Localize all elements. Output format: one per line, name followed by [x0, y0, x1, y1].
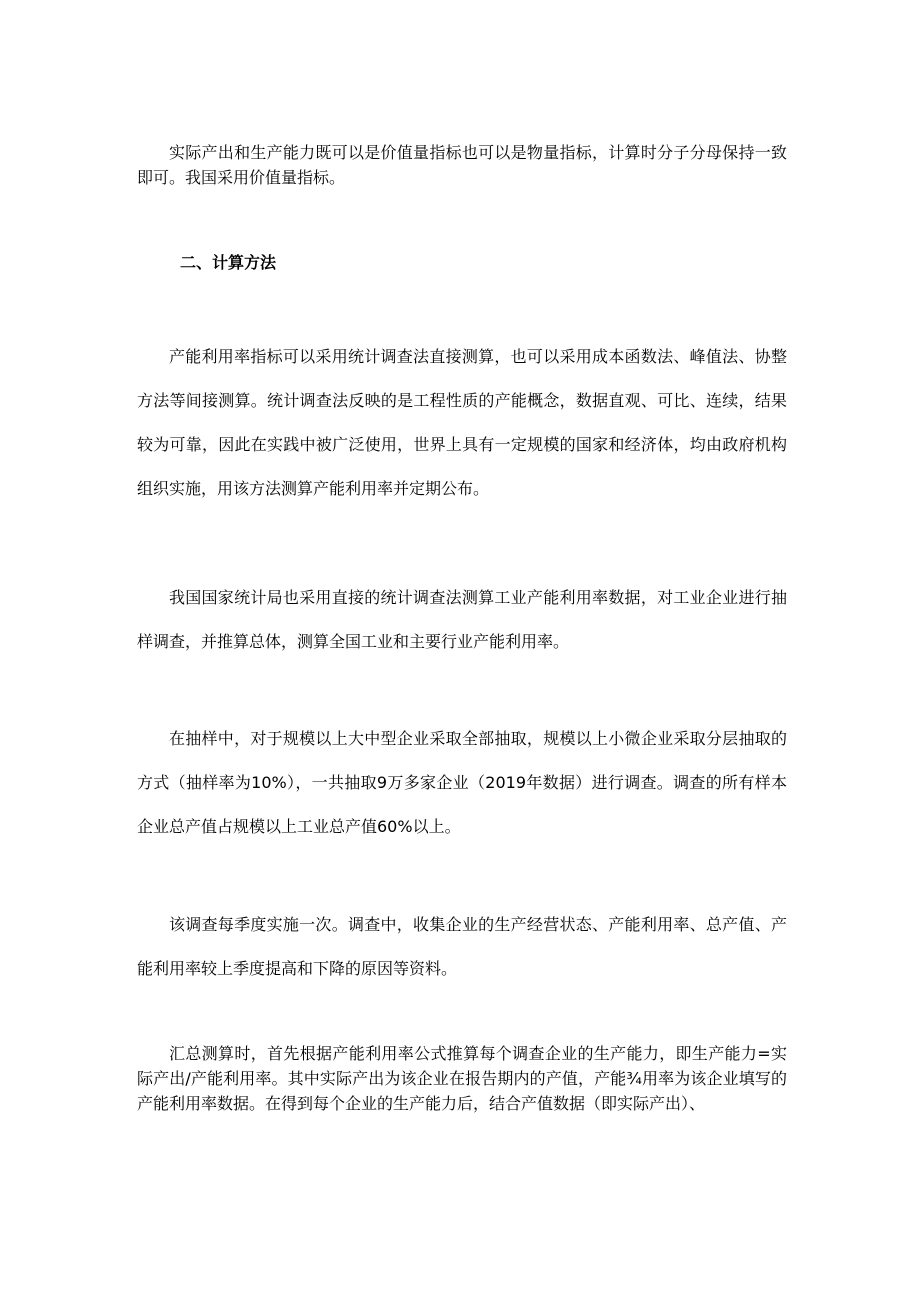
section-heading: 二、计算方法 [180, 253, 277, 272]
paragraph-aggregation: 汇总测算时，首先根据产能利用率公式推算每个调查企业的生产能力，即生产能力=实际产出/产能利用率。其中实际产出为该企业在报告期内的产值，产能¾用率为该企业填写的产能利用率数据。在得到每个企业的生产能力后，结合产值数据（即实际产出）、 [137, 1044, 787, 1113]
paragraph-calculation-methods: 产能利用率指标可以采用统计调查法直接测算，也可以采用成本函数法、峰值法、协整方法等间接测算。统计调查法反映的是工程性质的产能概念，数据直观、可比、连续，结果较为可靠，因此在实践中被广泛使用，世界上具有一定规模的国家和经济体，均由政府机构组织实施，用该方法测算产能利用率并定期公布。 [137, 347, 787, 498]
paragraph-indicator-types: 实际产出和生产能力既可以是价值量指标也可以是物量指标，计算时分子分母保持一致即可。我国采用价值量指标。 [137, 143, 787, 187]
paragraph-sampling: 在抽样中，对于规模以上大中型企业采取全部抽取，规模以上小微企业采取分层抽取的方式（抽样率为10%），一共抽取9万多家企业（2019年数据）进行调查。调查的所有样本企业总产值占规模以上工业总产值60%以上。 [137, 729, 787, 836]
paragraph-quarterly-survey: 该调查每季度实施一次。调查中，收集企业的生产经营状态、产能利用率、总产值、产能利用率较上季度提高和下降的原因等资料。 [137, 915, 787, 978]
paragraph-nbs-survey: 我国国家统计局也采用直接的统计调查法测算工业产能利用率数据，对工业企业进行抽样调查，并推算总体，测算全国工业和主要行业产能利用率。 [137, 588, 787, 651]
